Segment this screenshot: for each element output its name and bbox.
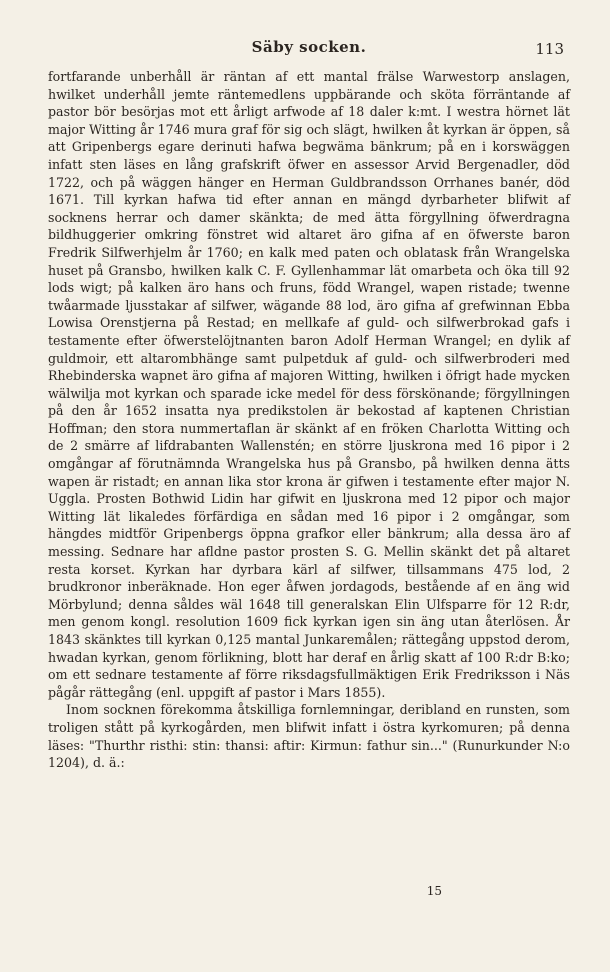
running-title: Säby socken.	[251, 38, 367, 56]
page-number: 113	[535, 40, 564, 58]
running-head	[48, 38, 570, 68]
paragraph: fortfarande unberhåll är räntan af ett mantal frälse Warwestorp anslagen, hwilket underhåll jemte räntemedlens uppbärande och sköta förräntande af pastor bör besörjas mot ett årligt arfwode af 18 daler k:mt. I westra hörnet lät major Witting år 1746 mura graf för sig och slägt, hwilken åt kyrkan är öppen, så att Gripenbergs egare derinuti hafwa begwäma bänkrum; på en i korswäggen infatt sten läses en lång grafskrift öfwer en assessor Arvid Bergenadler, död 1722, och på wäggen hänger en Herman Guldbrandsson Orrhanes banér, död 1671. Till kyrkan hafwa tid efter annan en mängd dyrbarheter blifwit af socknens herrar och damer skänkta; de med ätta förgyllning öfwerdragna bildhuggerier omkring fönstret wid altaret äro gifna af en öfwerste baron Fredrik Silfwerhjelm år 1760; en kalk med paten och oblatask från Wrangelska huset på Gransbo, hwilken kalk C. F. Gyllenhammar lät omarbeta och öka till 92 lods wigt; på kalken äro hans och fruns, född Wrangel, wapen ristade; twenne twåarmade ljusstakar af silfwer, wägande 88 lod, äro gifna af grefwinnan Ebba Lowisa Orenstjerna på Restad; en mellkafe af guld- och silfwerbrokad gafs i testamente efter öfwerstelöjtnanten baron Adolf Herman Wrangel; en dylik af guldmoir, ett altarombhänge samt pulpetduk af guld- och silfwerbroderi med Rhebinderska wapnet äro gifna af majoren Witting, hwilken i öfrigt hade mycken wälwilja mot kyrkan och sparade icke medel för dess förskönande; förgyllningen på den år 1652 insatta nya predikstolen är bekostad af kaptenen Christian Hoffman; den stora nummertaflan är skänkt af en fröken Charlotta Witting och de 2 smärre af lifdrabanten Wallenstén; en större ljuskrona med 16 pipor i 2 omgångar af förutnämnda Wrangelska hus på Gransbo, på hwilken denna ätts wapen är ristadt; en annan lika stor krona är gifwen i testamente efter major N. Uggla. Prosten Bothwid Lidin har gifwit en ljuskrona med 12 pipor och major Witting lät likaledes förfärdiga en sådan med 16 pipor i 2 omgångar, som hängdes midtför Gripenbergs öppna grafkor eller bänkrum; alla dessa äro af messing. Sednare har afldne pastor prosten S. G. Mellin skänkt det på altaret resta korset. Kyrkan har dyrbara kärl af silfwer, tillsammans 475 lod, 2 brudkronor inberäknade. Hon eger åfwen jordagods, bestående af en äng wid Mörbylund; denna såldes wäl 1648 till generalskan Elin Ulfsparre för 12 R:dr, men genom kongl. resolution 1609 fick kyrkan igen sin äng utan återlösen. År 1843 skänktes till kyrkan 0,125 mantal Junkaremålen; rättegång uppstod derom, hwadan kyrkan, genom förlikning, blott har deraf en årlig skatt af 100 R:dr B:ko; om ett sednare testamente af förre riksdagsfullmäktigen Erik Fredriksson i Näs pågår rättegång (enl. uppgift af pastor i Mars 1855).	[48, 69, 570, 700]
body-text	[48, 68, 570, 772]
printer-signature-mark: 15	[426, 884, 442, 898]
paragraph: Inom socknen förekomma åtskilliga fornlemningar, deribland en runsten, som troligen stått på kyrkogården, men blifwit infatt i östra kyrkomuren; på denna läses: "Thurthr risthi: stin: thansi: aftir: Kirmun: fathur sin..." (Runurkunder N:o 1204), d. ä.:	[48, 702, 570, 771]
